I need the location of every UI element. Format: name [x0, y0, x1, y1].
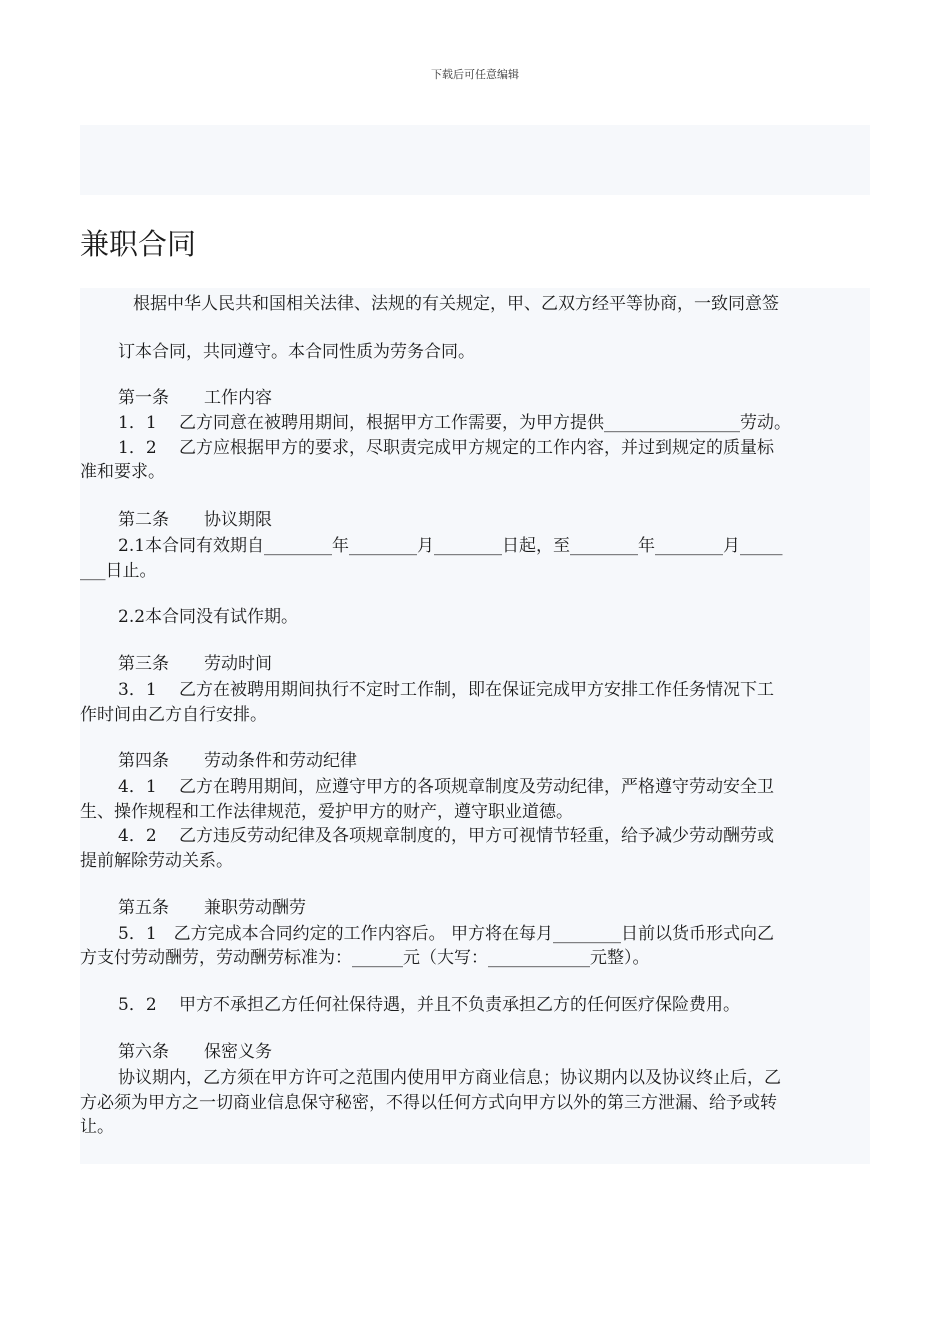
clause-1-2: 1．2 乙方应根据甲方的要求，尽职责完成甲方规定的工作内容，并过到规定的质量标: [118, 438, 775, 458]
clause-2-1-cont: ___日止。: [80, 561, 157, 581]
article-5-name: 兼职劳动酬劳: [204, 898, 306, 918]
clause-3-1-cont: 作时间由乙方自行安排。: [80, 705, 267, 725]
article-1-number: 第一条: [118, 388, 169, 408]
clause-6-1-end: 让。: [80, 1117, 114, 1137]
article-6-name: 保密义务: [204, 1042, 272, 1062]
clause-6-1-cont: 方必须为甲方之一切商业信息保守秘密，不得以任何方式向甲方以外的第三方泄漏、给予或转: [80, 1093, 777, 1113]
article-6-number: 第六条: [118, 1042, 169, 1062]
article-3-number: 第三条: [118, 654, 169, 674]
article-1-heading: [118, 386, 870, 410]
article-4-name: 劳动条件和劳动纪律: [204, 751, 357, 771]
clause-2-1: 2.1本合同有效期自________年________月________日起，至________年________月_____: [118, 536, 783, 556]
clause-4-1: 4．1 乙方在聘用期间，应遵守甲方的各项规章制度及劳动纪律，严格遵守劳动安全卫: [118, 777, 775, 797]
clause-2-2: 2.2本合同没有试作期。: [118, 607, 299, 627]
article-3-heading: [118, 652, 870, 676]
clause-4-1-cont: 生、操作规程和工作法律规范，爱护甲方的财产，遵守职业道德。: [80, 802, 573, 822]
document-title: 兼职合同: [80, 227, 197, 261]
intro-line-1: 根据中华人民共和国相关法律、法规的有关规定，甲、乙双方经平等协商，一致同意签: [133, 294, 779, 314]
clause-5-2: 5．2 甲方不承担乙方任何社保待遇，并且不负责承担乙方的任何医疗保险费用。: [118, 995, 741, 1015]
clause-5-1-cont: 方支付劳动酬劳，劳动酬劳标准为：______元（大写：____________元整）。: [80, 948, 650, 968]
article-2-name: 协议期限: [204, 510, 272, 530]
clause-5-1: 5．1 乙方完成本合同约定的工作内容后。 甲方将在每月________日前以货币形式向乙: [118, 924, 775, 944]
clause-1-2-cont: 准和要求。: [80, 462, 165, 482]
article-4-heading: [118, 749, 870, 773]
article-5-number: 第五条: [118, 898, 169, 918]
article-4-number: 第四条: [118, 751, 169, 771]
clause-4-2: 4．2 乙方违反劳动纪律及各项规章制度的，甲方可视情节轻重，给予减少劳动酬劳或: [118, 826, 775, 846]
clause-6-1: 协议期内，乙方须在甲方许可之范围内使用甲方商业信息；协议期内以及协议终止后，乙: [118, 1068, 781, 1088]
article-1-name: 工作内容: [204, 388, 272, 408]
intro-line-2: 订本合同，共同遵守。本合同性质为劳务合同。: [118, 342, 475, 362]
clause-3-1: 3．1 乙方在被聘用期间执行不定时工作制，即在保证完成甲方安排工作任务情况下工: [118, 680, 775, 700]
article-3-name: 劳动时间: [204, 654, 272, 674]
article-6-heading: [118, 1040, 870, 1064]
page-header-note: 下载后可任意编辑: [431, 68, 519, 81]
article-2-heading: [118, 508, 870, 532]
clause-1-1: 1．1 乙方同意在被聘用期间，根据甲方工作需要，为甲方提供________________劳动。: [118, 413, 792, 433]
article-5-heading: [118, 896, 870, 920]
header-banner: [80, 125, 870, 195]
article-2-number: 第二条: [118, 510, 169, 530]
clause-4-2-cont: 提前解除劳动关系。: [80, 851, 233, 871]
